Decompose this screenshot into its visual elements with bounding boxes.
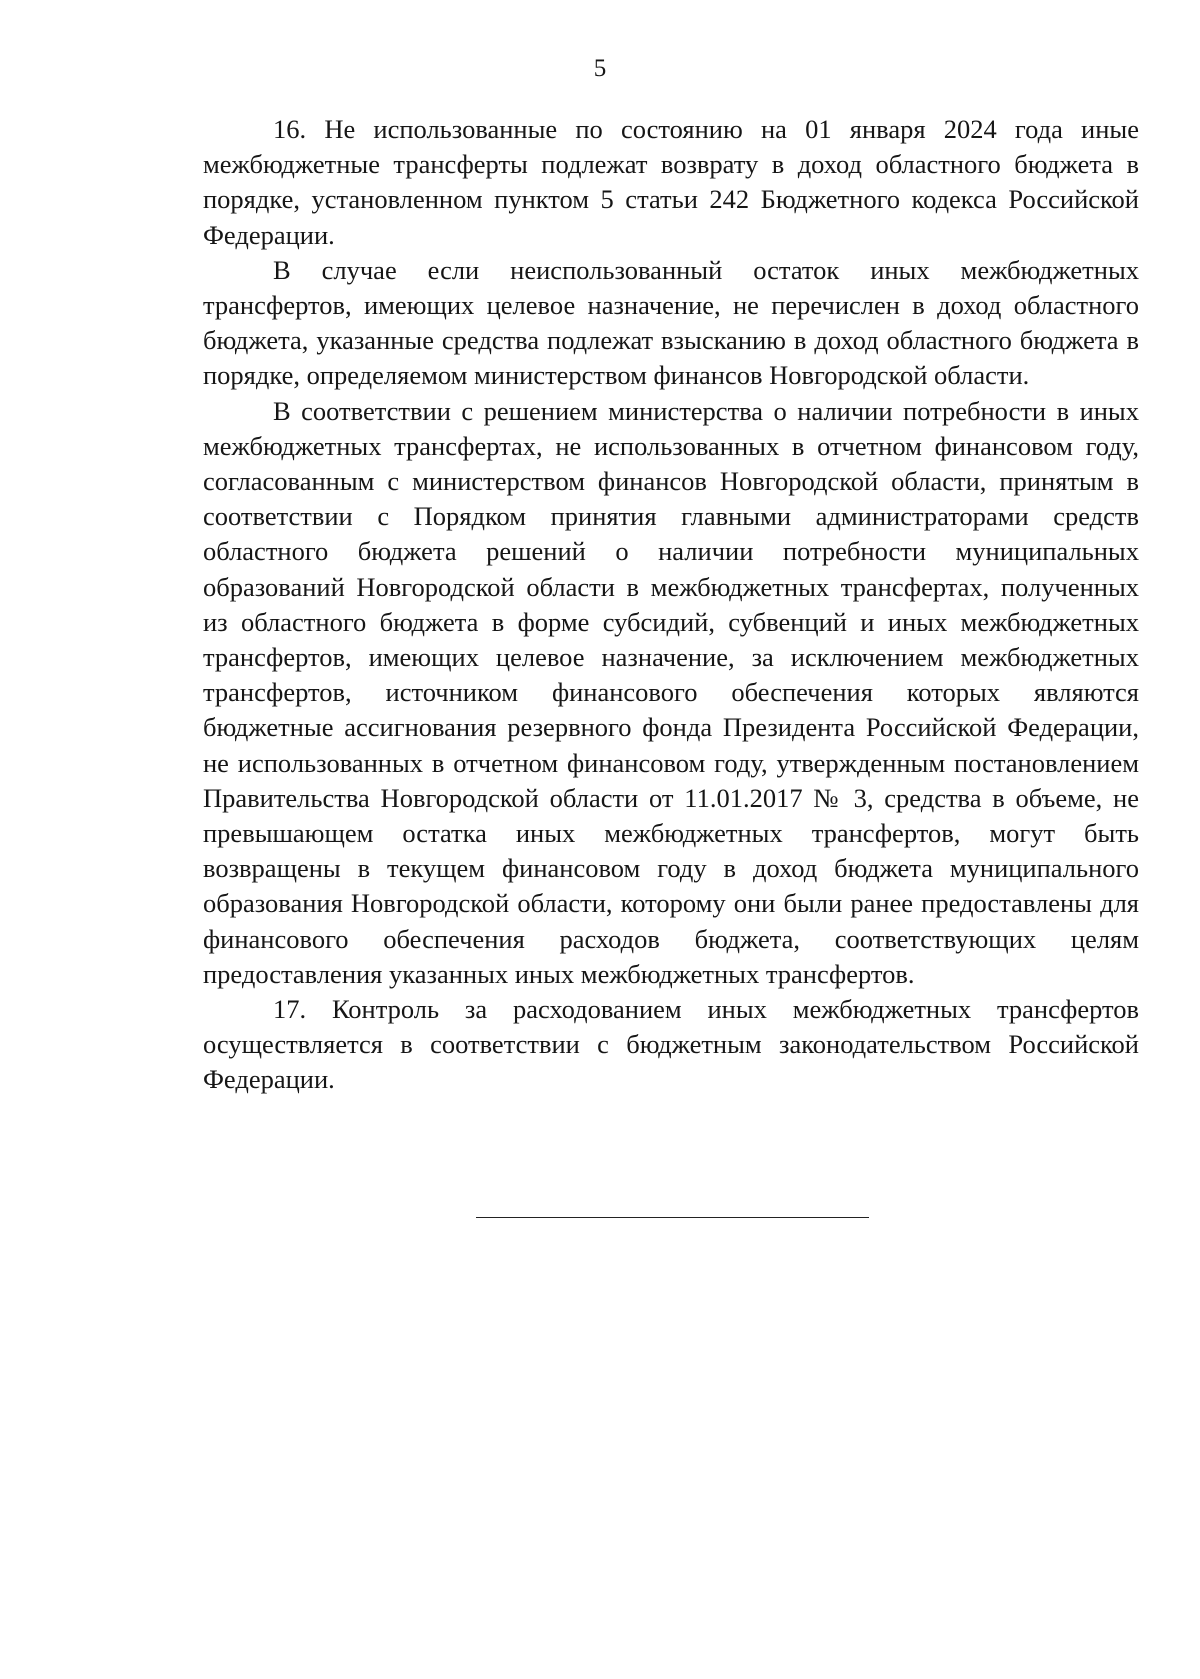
- document-body: [203, 112, 1139, 1098]
- end-of-document-rule: [476, 1217, 869, 1218]
- paragraph-unused-balance: В случае если неиспользованный остаток иных межбюджетных трансфертов, имеющих целевое назначение, не перечислен в доход областного бюджета, указанные средства подлежат взысканию в доход областного бюджета в порядке, определяемом министерством финансов Новгородской области.: [203, 254, 1139, 391]
- paragraph-17: 17. Контроль за расходованием иных межбюджетных трансфертов осуществляется в соответствии с бюджетным законодательством Российской Федерации.: [203, 994, 1139, 1095]
- page-number: 5: [593, 55, 607, 82]
- paragraph-16: 16. Не использованные по состоянию на 01 января 2024 года иные межбюджетные трансферты подлежат возврату в доход областного бюджета в порядке, установленном пунктом 5 статьи 242 Бюджетного кодекса Российской Федерации.: [203, 114, 1139, 250]
- paragraph-return-decision: В соответствии с решением министерства о наличии потребности в иных межбюджетных трансфертах, не использованных в отчетном финансовом году, согласованным с министерством финансов Новгородской области, принятым в соответствии с Порядком принятия главными администраторами средств областного бюджета решений о наличии потребности муниципальных образований Новгородской области в межбюджетных трансфертах, полученных из областного бюджета в форме субсидий, субвенций и иных межбюджетных трансфертов, имеющих целевое назначение, за исключением межбюджетных трансфертов, источником финансового обеспечения которых являются бюджетные ассигнования резервного фонда Президента Российской Федерации, не использованных в отчетном финансовом году, утвержденным постановлением Правительства Новгородской области от 11.01.2017 № 3, средства в объеме, не превышающем остатка иных межбюджетных трансфертов, могут быть возвращены в текущем финансовом году в доход бюджета муниципального образования Новгородской области, которому они были ранее предоставлены для финансового обеспечения расходов бюджета, соответствующих целям предоставления указанных иных межбюджетных трансфертов.: [203, 395, 1139, 989]
